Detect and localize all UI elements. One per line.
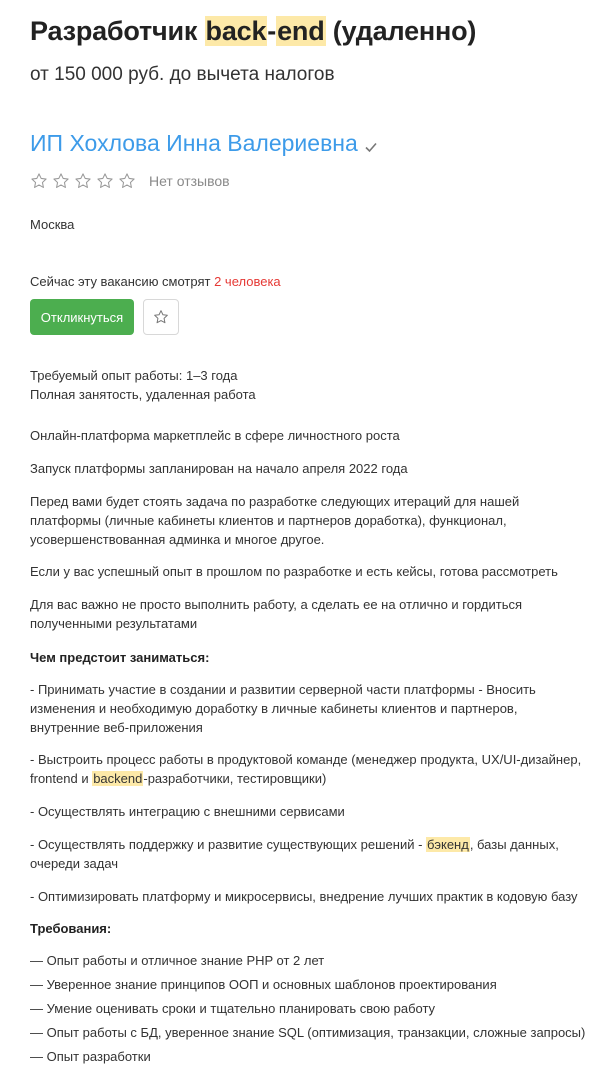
duty-text: - Выстроить процесс работы в продуктовой команде (менеджер продукта, UX/UI-дизайнер, frontend и [30, 752, 582, 786]
watching-text: Сейчас эту вакансию смотрят [30, 274, 215, 289]
star-outline-icon [74, 172, 92, 190]
description-paragraph: Запуск платформы запланирован на начало апреля 2022 года [30, 461, 408, 476]
employment-type: Полная занятость, удаленная работа [30, 387, 256, 402]
requirement-item: — Опыт работы с БД, уверенное знание SQL (оптимизация, транзакции, сложные запросы) [30, 1025, 586, 1040]
search-highlight: бэкенд [427, 837, 469, 852]
employer-link[interactable] [30, 130, 378, 157]
description-paragraph: Перед вами будет стоять задача по разработке следующих итераций для нашей платформы (личные кабинеты клиентов и партнеров доработка), функционал, усовершенствованная админка и многое другое. [30, 494, 520, 547]
employer-rating[interactable] [30, 172, 230, 190]
vacancy-title [30, 16, 476, 47]
duty-text: -разработчики, тестировщики) [143, 771, 327, 786]
search-highlight: backend [93, 771, 143, 786]
requirement-item: — Уверенное знание принципов ООП и основных шаблонов проектирования [30, 977, 497, 992]
apply-button[interactable]: Откликнуться [30, 299, 134, 335]
requirements-heading: Требования: [30, 921, 112, 936]
duty-item [30, 750, 590, 788]
requirement-item: — Опыт разработки [30, 1049, 151, 1064]
star-outline-icon [96, 172, 114, 190]
watching-count: 2 человека [214, 274, 281, 289]
duties-heading: Чем предстоит заниматься: [30, 650, 210, 665]
duty-item: - Осуществлять интеграцию с внешними сервисами [30, 804, 345, 819]
star-outline-icon [52, 172, 70, 190]
description-paragraph: Для вас важно не просто выполнить работу, а сделать ее на отлично и гордиться полученными результатами [30, 597, 523, 631]
duty-text: - Осуществлять поддержку и развитие существующих решений - [30, 837, 427, 852]
search-highlight: back [205, 16, 267, 46]
duty-item: - Оптимизировать платформу и микросервисы, внедрение лучших практик в кодовую базу [30, 889, 578, 904]
salary: от 150 000 руб. до вычета налогов [30, 64, 335, 85]
title-text: Разработчик [30, 16, 205, 46]
check-icon [364, 140, 378, 154]
reviews-label[interactable]: Нет отзывов [149, 173, 230, 189]
title-dash: - [267, 16, 277, 46]
duty-item [30, 835, 590, 873]
vacancy-city: Москва [30, 217, 75, 232]
star-outline-icon [118, 172, 136, 190]
experience-required: Требуемый опыт работы: 1–3 года [30, 368, 238, 383]
star-outline-icon [153, 309, 169, 325]
duty-text: , базы данных, очереди задач [30, 837, 559, 871]
search-highlight: end [277, 16, 325, 46]
requirement-item: — Умение оценивать сроки и тщательно планировать свою работу [30, 1001, 436, 1016]
favorite-button[interactable] [143, 299, 179, 335]
employer-name[interactable]: ИП Хохлова Инна Валериевна [30, 130, 358, 156]
description-paragraph: Онлайн-платформа маркетплейс в сфере личностного роста [30, 428, 400, 443]
description-paragraph: Если у вас успешный опыт в прошлом по разработке и есть кейсы, готова рассмотреть [30, 564, 558, 579]
star-outline-icon [30, 172, 48, 190]
requirement-item: — Опыт работы и отличное знание PHP от 2 лет [30, 953, 325, 968]
title-suffix: (удаленно) [325, 16, 477, 46]
duty-item: - Принимать участие в создании и развитии серверной части платформы - Вносить изменения и необходимую доработку в личные кабинеты клиентов и партнеров, внутренние веб-приложения [30, 682, 536, 735]
watching-counter [30, 274, 281, 289]
